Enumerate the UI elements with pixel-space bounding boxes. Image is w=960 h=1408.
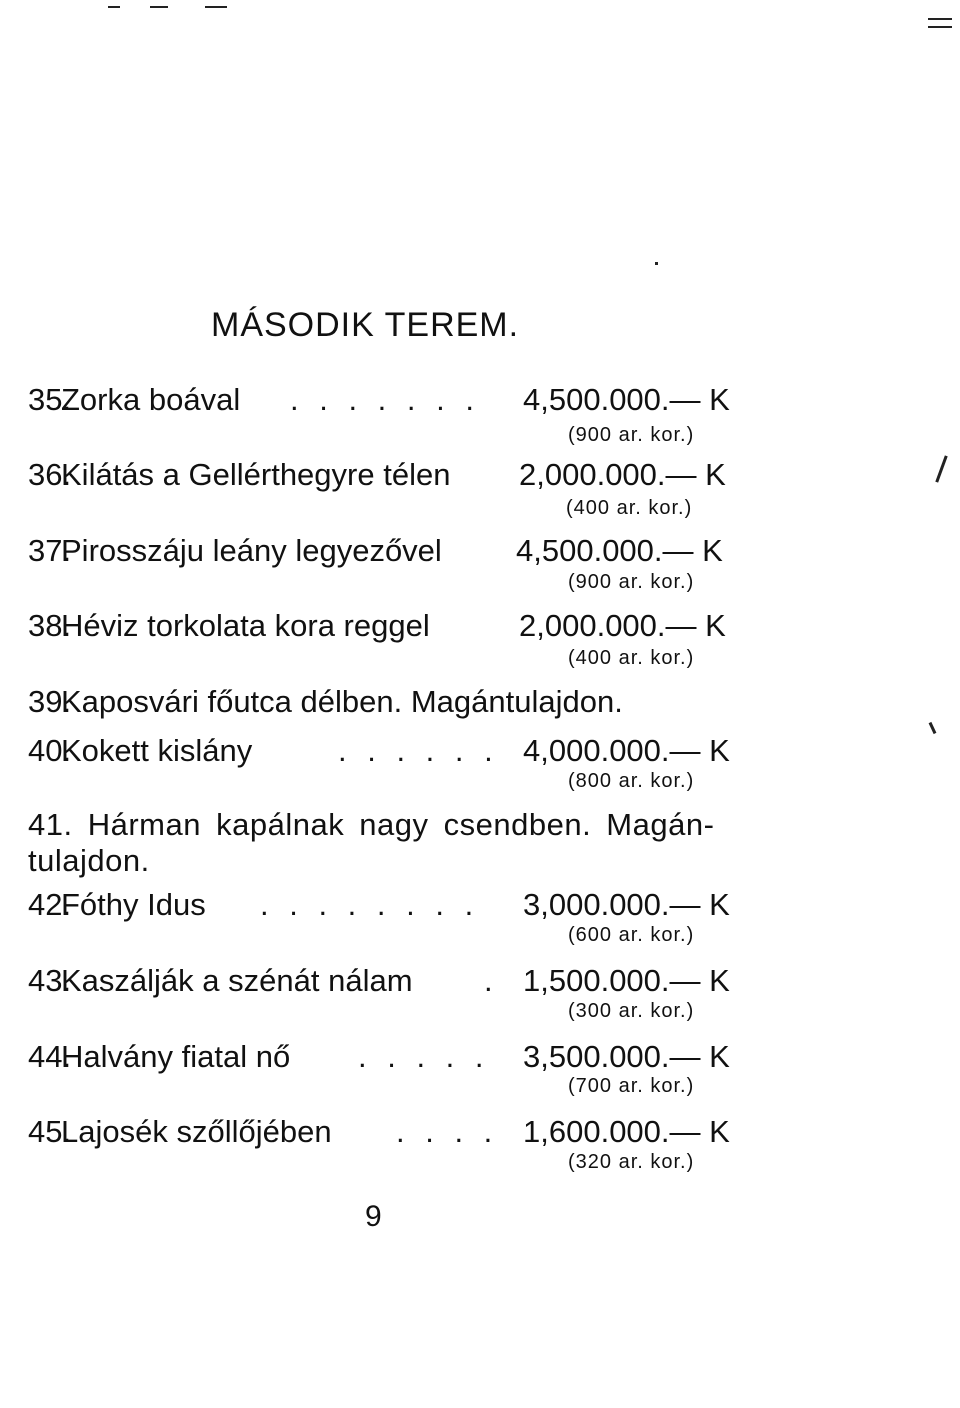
entry-price: 3,000.000.— K — [523, 887, 730, 922]
entry-leader-dots: . . . . . . . — [290, 382, 480, 417]
entry-price-note: (900 ar. kor.) — [568, 424, 695, 446]
entry-leader-dots: . — [484, 963, 499, 998]
entry-price: 4,500.000.— K — [523, 382, 730, 417]
scan-mark — [928, 18, 952, 20]
entry-price: 1,600.000.— K — [523, 1114, 730, 1149]
entry-43 — [28, 963, 730, 998]
entry-number: 43. — [28, 963, 72, 998]
entry-price: 2,000.000.— K — [519, 457, 726, 492]
scan-mark — [929, 722, 937, 734]
entry-35 — [28, 382, 730, 417]
entry-title: Kaposvári főutca délben. Magántulajdon. — [61, 684, 623, 719]
entry-title: Kilátás a Gellérthegyre télen — [61, 457, 451, 492]
scan-mark — [655, 262, 658, 265]
entry-title: Fóthy Idus — [61, 887, 206, 922]
entry-price: 4,000.000.— K — [523, 733, 730, 768]
entry-number: 40. — [28, 733, 72, 768]
entry-title-continued: tulajdon. — [28, 842, 150, 878]
entry-leader-dots: . . . . . . — [338, 733, 499, 768]
entry-price-note: (300 ar. kor.) — [568, 1000, 695, 1022]
entry-number: 44. — [28, 1039, 72, 1074]
page-number: 9 — [365, 1200, 382, 1233]
entry-40 — [28, 733, 730, 768]
entry-number: 37. — [28, 533, 72, 568]
scan-mark — [108, 6, 120, 8]
entry-title: Kaszálják a szénát nálam — [61, 963, 413, 998]
entry-number: 35. — [28, 382, 72, 417]
entry-39 — [28, 684, 623, 719]
entry-44 — [28, 1039, 730, 1074]
scan-mark — [928, 26, 952, 28]
entry-number: 41. — [28, 807, 73, 842]
entry-number: 36. — [28, 457, 72, 492]
entry-price-note: (400 ar. kor.) — [568, 647, 695, 669]
entry-title: Pirosszáju leány legyezővel — [61, 533, 442, 568]
entry-price-note: (700 ar. kor.) — [568, 1075, 695, 1097]
entry-price-note: (600 ar. kor.) — [568, 924, 695, 946]
section-heading: MÁSODIK TEREM. — [211, 306, 520, 344]
entry-title: Kokett kislány — [61, 733, 253, 768]
entry-number: 39. — [28, 684, 72, 719]
entry-41 — [28, 807, 714, 878]
entry-price-note: (400 ar. kor.) — [566, 497, 693, 519]
entry-title: Lajosék szőllőjében — [61, 1114, 332, 1149]
entry-title: Halvány fiatal nő — [61, 1039, 291, 1074]
entry-title: Zorka boával — [61, 382, 241, 417]
entry-price-note: (900 ar. kor.) — [568, 571, 695, 593]
scan-mark — [150, 6, 168, 8]
entry-number: 45. — [28, 1114, 72, 1149]
entry-38 — [28, 608, 726, 643]
entry-36 — [28, 457, 726, 492]
entry-leader-dots: . . . . . — [358, 1039, 490, 1074]
entry-leader-dots: . . . . — [396, 1114, 499, 1149]
entry-price: 3,500.000.— K — [523, 1039, 730, 1074]
entry-price: 2,000.000.— K — [519, 608, 726, 643]
entry-leader-dots: . . . . . . . . — [260, 887, 480, 922]
entry-45 — [28, 1114, 730, 1149]
entry-price-note: (800 ar. kor.) — [568, 770, 695, 792]
entry-title: Hárman kapálnak nagy csendben. Magán- — [87, 807, 715, 842]
entry-price: 1,500.000.— K — [523, 963, 730, 998]
entry-title: Héviz torkolata kora reggel — [61, 608, 430, 643]
entry-number: 42. — [28, 887, 72, 922]
entry-42 — [28, 887, 730, 922]
entry-price: 4,500.000.— K — [516, 533, 723, 568]
entry-number: 38. — [28, 608, 72, 643]
scan-mark — [935, 455, 947, 482]
scan-mark — [205, 6, 227, 8]
entry-37 — [28, 533, 723, 568]
entry-price-note: (320 ar. kor.) — [568, 1151, 695, 1173]
